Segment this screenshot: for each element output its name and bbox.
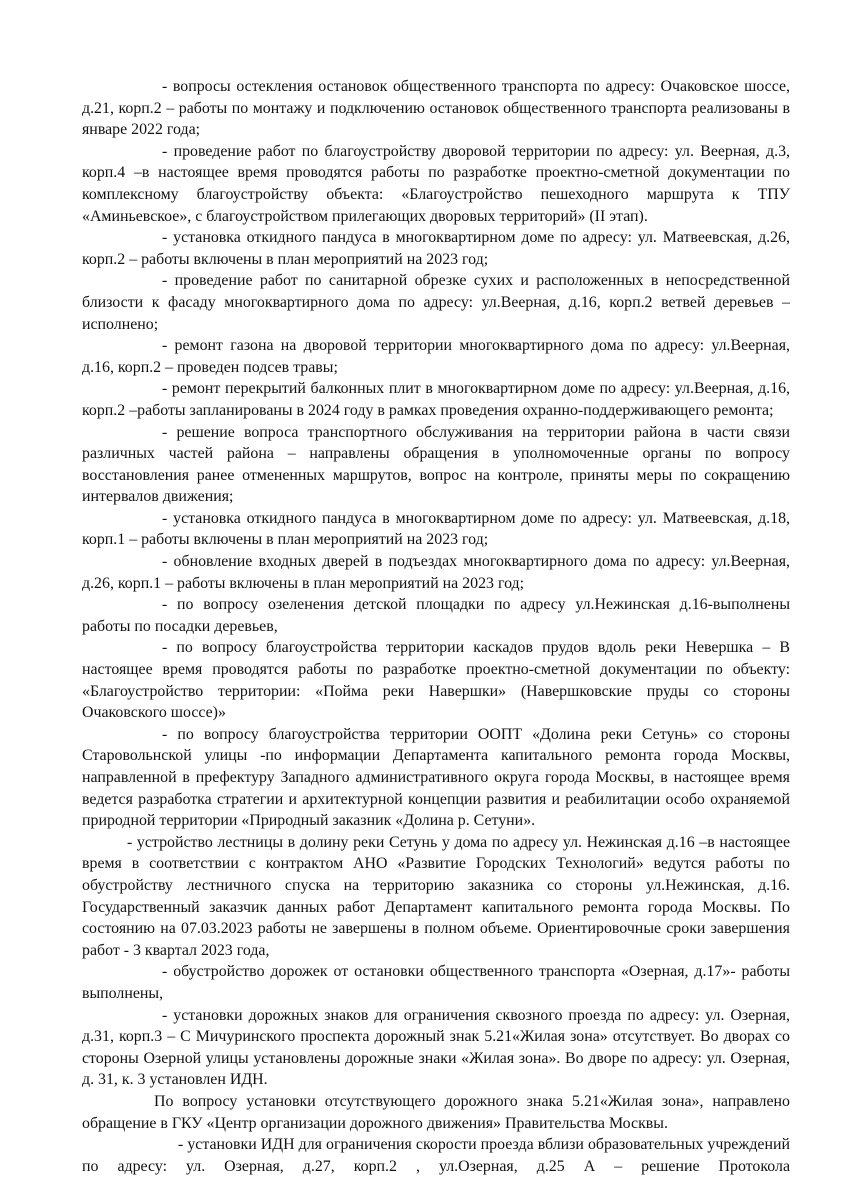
paragraph-road-signs: - установки дорожных знаков для ограничения сквозного проезда по адресу: ул. Озерная, д.31, корп.3 – С Мичуринского проспекта дорожный знак 5.21«Жилая зона» отсутствует. Во дворах со стороны Озерной улицы установлены дорожные знаки «Жилая зона». Во дворе по адресу: ул. Озерная, д. 31, к. 3 установлен ИДН. [82,1006,790,1089]
paragraph-stairs-setun: - устройство лестницы в долину реки Сетунь у дома по адресу ул. Нежинская д.16 –в настоящее время в соответствии с контрактом АНО «Развитие Городских Технологий» ведутся работы по обустройству лестничного спуска на территорию заказника со стороны ул.Нежинская, д.16. Государственный заказчик данных работ Департамент капитального ремонта города Москвы. По состоянию на 07.03.2023 работы не завершены в полном объеме. Ориентировочные сроки завершения работ - 3 квартал 2023 года, [82,833,790,959]
paragraph-setun-valley: - по вопросу благоустройства территории ООПТ «Долина реки Сетунь» со стороны Старовольнской улицы -по информации Департамента капитального ремонта города Москвы, направленной в префектуру Западного административного округа города Москвы, в настоящее время ведется разработка стратегии и архитектурной концепции развития и реабилитации особо охраняемой природной территории «Природный заказник «Долина р. Сетуни». [82,725,790,830]
paragraph-playground-greening: - по вопросу озеленения детской площадки по адресу ул.Нежинская д.16-выполнены работы по посадки деревьев, [82,596,790,635]
paragraph-missing-sign-request: По вопросу установки отсутствующего дорожного знака 5.21«Жилая зона», направлено обращение в ГКУ «Центр организации дорожного движения» Правительства Москвы. [82,1092,790,1132]
paragraph-ramp-matveevskaya-26: - установка откидного пандуса в многоквартирном доме по адресу: ул. Матвеевская, д.26, корп.2 – работы включены в план мероприятий на 2023 год; [82,229,790,268]
paragraph-entrance-doors: - обновление входных дверей в подъездах многоквартирного дома по адресу: ул.Веерная, д.26, корп.1 – работы включены в план мероприятий на 2023 год; [82,553,790,592]
paragraph-tree-pruning: - проведение работ по санитарной обрезке сухих и расположенных в непосредственной близости к фасаду многоквартирного дома по адресу: ул.Веерная, д.16, корп.2 ветвей деревьев – исполнено; [82,272,790,333]
paragraph-transport-service: - решение вопроса транспортного обслуживания на территории района в части связи различных частей района – направлены обращения в уполномоченные органы по вопросу восстановления ранее отмененных маршрутов, вопрос на контроле, приняты меры по сокращению интервалов движения; [82,423,790,506]
paragraph-speed-bumps: - установки ИДН для ограничения скорости проезда вблизи образовательных учреждений по адресу: ул. Озерная, д.27, корп.2 , ул.Озерная, д.25 А – решение Протокола [82,1136,790,1175]
document-page [82,76,790,1177]
paragraph-bus-stop-glazing: - вопросы остекления остановок общественного транспорта по адресу: Очаковское шоссе, д.21, корп.2 – работы по монтажу и подключению остановок общественного транспорта реализованы в январе 2022 года; [82,78,790,139]
paragraph-courtyard-improvement: - проведение работ по благоустройству дворовой территории по адресу: ул. Веерная, д.3, корп.4 –в настоящее время проводятся работы по разработке проектно-сметной документации по комплексному благоустройству объекта: «Благоустройство пешеходного маршрута к ТПУ «Аминьевское», с благоустройством прилегающих дворовых территорий» (II этап). [82,142,790,225]
paragraph-balcony-slabs: - ремонт перекрытий балконных плит в многоквартирном доме по адресу: ул.Веерная, д.16, корп.2 –работы запланированы в 2024 году в рамках проведения охранно-поддерживающего ремонта; [82,380,790,419]
paragraph-ponds-cascade: - по вопросу благоустройства территории каскадов прудов вдоль реки Невершка – В настоящее время проводятся работы по разработке проектно-сметной документации по объекту: «Благоустройство территории: «Пойма реки Навершки» (Навершковские пруды со стороны Очаковского шоссе)» [82,639,790,722]
paragraph-lawn-repair: - ремонт газона на дворовой территории многоквартирного дома по адресу: ул.Веерная, д.16, корп.2 – проведен подсев травы; [82,337,790,376]
paragraph-ramp-matveevskaya-18: - установка откидного пандуса в многоквартирном доме по адресу: ул. Матвеевская, д.18, корп.1 – работы включены в план мероприятий на 2023 год; [82,509,790,549]
paragraph-walkways: - обустройство дорожек от остановки общественного транспорта «Озерная, д.17»- работы выполнены, [82,963,790,1002]
